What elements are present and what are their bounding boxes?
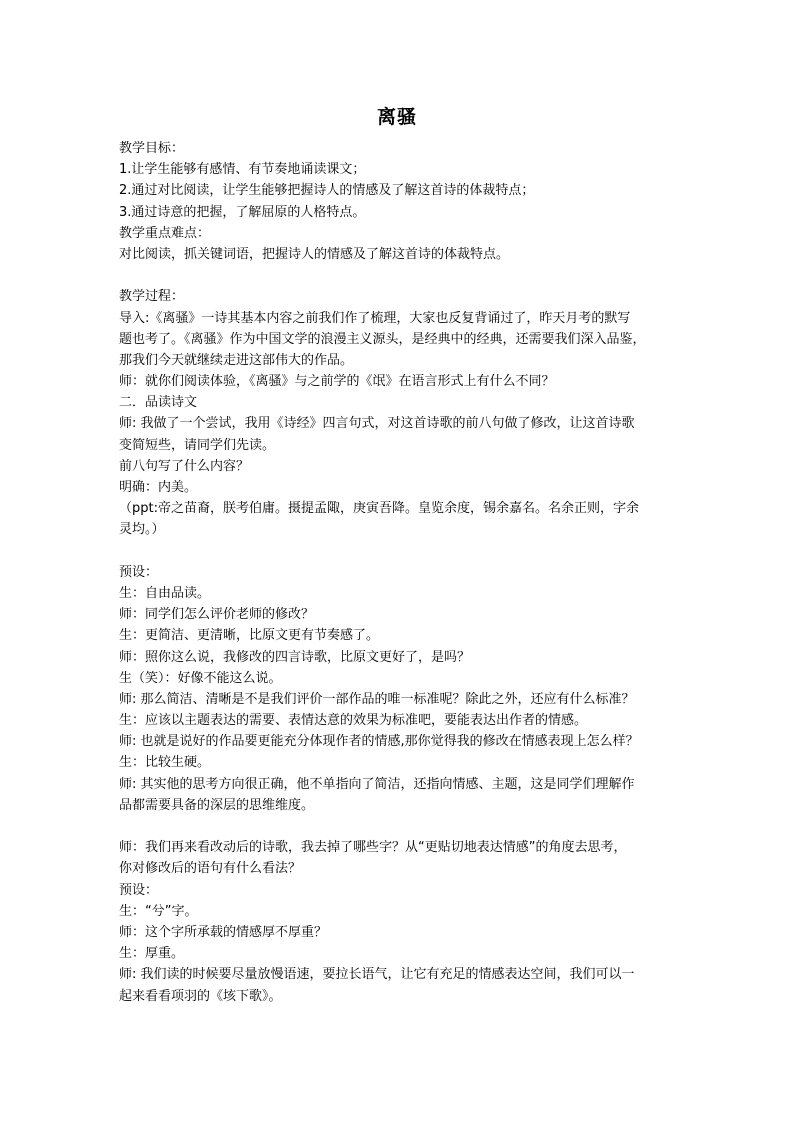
document-body — [119, 138, 679, 1007]
text-line: 生：更简洁、更清晰，比原文更有节奏感了。 — [119, 628, 380, 644]
text-line: 预设： — [119, 882, 159, 898]
text-line: 生：“兮”字。 — [119, 903, 198, 919]
text-line: 明确：内美。 — [119, 480, 198, 495]
text-line: 前八句写了什么内容？ — [119, 458, 250, 474]
text-line: 教学过程： — [119, 289, 185, 305]
text-line: 师：这个字所承载的情感厚不厚重？ — [119, 924, 328, 940]
text-line: 3.通过诗意的把握，了解屈原的人格特点。 — [119, 204, 366, 220]
text-line: （ppt:帝之苗裔，朕考伯庸。摄提孟陬，庚寅吾降。皇览余度，锡余嘉名。名余正则，字余 — [119, 501, 639, 517]
text-line: 起来看看项羽的《垓下歌》。 — [119, 988, 282, 1004]
text-line: 品都需要具备的深层的思维维度。 — [119, 797, 315, 813]
text-line: 师: 也就是说好的作品要更能充分体现作者的情感,那你觉得我的修改在情感表现上怎么样？ — [119, 734, 639, 750]
text-line: 题也考了。《离骚》作为中国文学的浪漫主义源头，是经典中的经典，还需要我们深入品鉴， — [119, 331, 646, 347]
text-line: 教学目标： — [119, 141, 185, 156]
text-line: 生：自由品读。 — [119, 585, 211, 601]
text-line: 生（笑）：好像不能这么说。 — [119, 670, 282, 686]
text-line: 生：应该以主题表达的需要、表情达意的效果为标准吧，要能表达出作者的情感。 — [119, 713, 588, 729]
text-line: 师: 我做了一个尝试，我用《诗经》四言句式，对这首诗歌的前八句做了修改，让这首诗歌 — [119, 416, 635, 432]
text-line: 生：厚重。 — [119, 946, 185, 962]
text-line: 1.让学生能够有感情、有节奏地诵读课文； — [119, 162, 366, 178]
text-line: 师: 那么简洁、清晰是不是我们评价一部作品的唯一标准呢？除此之外，还应有什么标准？ — [119, 691, 635, 707]
text-line: 2.通过对比阅读，让学生能够把握诗人的情感及了解这首诗的体裁特点； — [119, 183, 535, 199]
blank-line — [119, 541, 679, 562]
document-title: 离骚 — [376, 106, 417, 128]
text-line: 师: 我们读的时候要尽量放慢语速，要拉长语气，让它有充足的情感表达空间，我们可以一 — [119, 967, 635, 983]
text-line: 教学重点难点： — [119, 225, 211, 241]
text-line: 对比阅读，抓关键词语，把握诗人的情感及了解这首诗的体裁特点。 — [119, 246, 510, 262]
text-line: 师：同学们怎么评价老师的修改？ — [119, 607, 315, 623]
text-line: 二．品读诗文 — [119, 395, 198, 411]
text-line: 导入:《离骚》一诗其基本内容之前我们作了梳理，大家也反复背诵过了，昨天月考的默写 — [119, 310, 631, 326]
text-line: 灵均。） — [119, 522, 165, 538]
text-line: 师：照你这么说，我修改的四言诗歌，比原文更好了，是吗？ — [119, 649, 471, 665]
text-line: 你对修改后的语句有什么看法？ — [119, 861, 302, 877]
text-line: 师: 其实他的思考方向很正确，他不单指向了简洁，还指向情感、主题，这是同学们理解作 — [119, 776, 635, 792]
text-line: 师：就你们阅读体验，《离骚》与之前学的《氓》在语言形式上有什么不同？ — [119, 374, 555, 390]
text-line: 那我们今天就继续走进这部伟大的作品。 — [119, 352, 354, 368]
text-line: 变简短些，请同学们先读。 — [119, 437, 276, 453]
text-line: 预设： — [119, 564, 159, 580]
text-line: 生：比较生硬。 — [119, 755, 211, 771]
blank-line — [119, 816, 679, 837]
text-line: 师：我们再来看改动后的诗歌，我去掉了哪些字？从“更贴切地表达情感”的角度去思考， — [119, 840, 627, 856]
blank-line — [119, 265, 679, 286]
